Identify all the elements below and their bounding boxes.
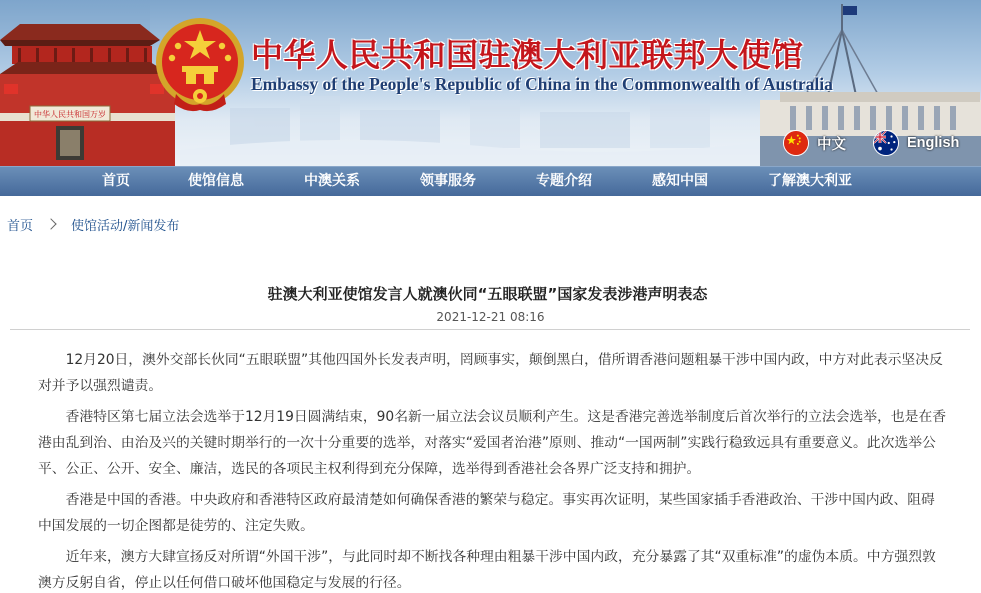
embassy-title-en: Embassy of the People's Republic of China in the Commonwealth of Australia bbox=[251, 74, 833, 94]
lang-en-label: English bbox=[907, 135, 960, 151]
article-paragraph: 香港是中国的香港。中央政府和香港特区政府最清楚如何确保香港的繁荣与稳定。事实再次证明，某些国家插手香港政治、干涉中国内政、阻碍中国发展的一切企图都是徒劳的、注定失败。 bbox=[38, 492, 935, 534]
article-paragraph: 近年来，澳方大肆宣扬反对所谓“外国干涉”，与此同时却不断找各种理由粗暴干涉中国内政，充分暴露了其“双重标准”的虚伪本质。中方强烈敦澳方反躬自省，停止以任何借口破坏他国稳定与发展的行径。 bbox=[38, 549, 936, 591]
embassy-title-cn: 中华人民共和国驻澳大利亚联邦大使馆 bbox=[251, 36, 804, 74]
breadcrumb-current-link[interactable]: 使馆活动/新闻发布 bbox=[71, 218, 180, 234]
divider bbox=[10, 329, 970, 330]
gate-plaque-text: 中华人民共和国万岁 bbox=[34, 110, 106, 119]
lang-switch-chinese[interactable] bbox=[783, 128, 846, 158]
breadcrumb bbox=[7, 214, 179, 234]
nav-item-special-topics[interactable]: 专题介绍 bbox=[536, 173, 592, 189]
main-nav bbox=[0, 166, 981, 196]
distant-buildings-image bbox=[180, 96, 780, 166]
chevron-right-icon bbox=[45, 218, 56, 229]
nav-item-embassy-info[interactable]: 使馆信息 bbox=[188, 173, 244, 189]
header-banner bbox=[0, 0, 981, 166]
breadcrumb-home-link[interactable]: 首页 bbox=[7, 218, 34, 234]
article-paragraph: 12月20日，澳外交部长伙同“五眼联盟”其他四国外长发表声明，罔顾事实，颠倒黑白，借所谓香港问题粗暴干涉中国内政，中方对此表示坚决反对并予以强烈谴责。 bbox=[38, 352, 943, 394]
nav-item-home[interactable]: 首页 bbox=[102, 173, 130, 189]
lang-switch-english[interactable] bbox=[873, 128, 959, 158]
tiananmen-gate-image bbox=[0, 0, 175, 166]
nav-item-consular-services[interactable]: 领事服务 bbox=[420, 173, 476, 189]
china-flag-icon bbox=[783, 130, 809, 156]
article-paragraph: 香港特区第七届立法会选举于12月19日圆满结束，90名新一届立法会议员顺利产生。这是香港完善选举制度后首次举行的立法会选举，也是在香港由乱到治、由治及兴的关键时期举行的一次十分重要的选举，对落实“爱国者治港”原则、推动“一国两制”实践行稳致远具有重要意义。此次选举公平、公正、公开、安全、廉洁，选民的各项民主权利得到充分保障，选举得到香港社会各界广泛支持和拥护。 bbox=[38, 409, 947, 477]
nav-item-china-australia-relations[interactable]: 中澳关系 bbox=[304, 173, 360, 189]
article-date: 2021-12-21 08:16 bbox=[436, 310, 545, 324]
article-title: 驻澳大利亚使馆发言人就澳伙同“五眼联盟”国家发表涉港声明表态 bbox=[267, 285, 708, 303]
nav-item-perceive-china[interactable]: 感知中国 bbox=[652, 173, 708, 189]
nav-item-about-australia[interactable]: 了解澳大利亚 bbox=[768, 173, 852, 189]
australia-flag-icon bbox=[873, 130, 899, 156]
lang-cn-label: 中文 bbox=[817, 136, 846, 153]
article-body bbox=[38, 347, 948, 593]
